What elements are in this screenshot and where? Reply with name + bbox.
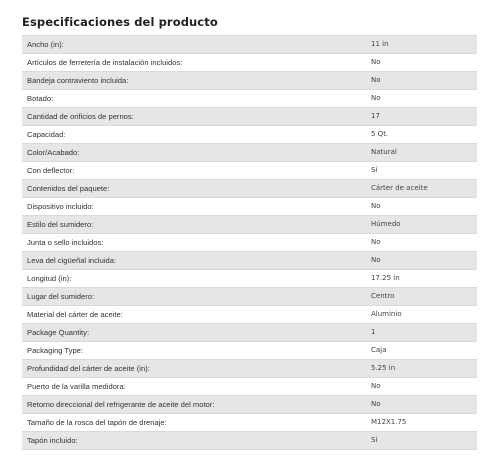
spec-row (22, 360, 477, 378)
spec-value: No (371, 76, 381, 84)
spec-label: Leva del cigüeñal incluida: (27, 256, 117, 265)
spec-value: 5 Qt. (371, 130, 389, 138)
spec-row (22, 306, 477, 324)
spec-row (22, 54, 477, 72)
spec-row (22, 144, 477, 162)
spec-value: Cárter de aceite (371, 184, 428, 192)
spec-row (22, 162, 477, 180)
spec-value: Natural (371, 148, 397, 156)
spec-value: No (371, 238, 381, 246)
spec-row (22, 324, 477, 342)
spec-label: Contenidos del paquete: (27, 184, 110, 193)
spec-label: Estilo del sumidero: (27, 220, 94, 229)
spec-value: 1 (371, 328, 376, 336)
spec-label: Color/Acabado: (27, 148, 80, 157)
spec-label: Tapón incluido: (27, 436, 78, 445)
spec-label: Con deflector: (27, 166, 75, 175)
section-title: Especificaciones del producto (22, 15, 218, 29)
spec-label: Junta o sello incluidos: (27, 238, 104, 247)
spec-value: 17.25 in (371, 274, 400, 282)
spec-row (22, 378, 477, 396)
spec-label: Dispositivo incluido: (27, 202, 94, 211)
specifications-table (22, 35, 477, 450)
spec-row (22, 90, 477, 108)
spec-label: Lugar del sumidero: (27, 292, 95, 301)
spec-row (22, 72, 477, 90)
spec-label: Bandeja contraviento incluida: (27, 76, 129, 85)
spec-row (22, 126, 477, 144)
spec-value: Caja (371, 346, 387, 354)
spec-value: No (371, 400, 381, 408)
spec-label: Package Quantity: (27, 328, 90, 337)
spec-label: Longitud (in): (27, 274, 72, 283)
spec-label: Material del cárter de aceite: (27, 310, 123, 319)
spec-row (22, 216, 477, 234)
spec-label: Artículos de ferretería de instalación incluidos: (27, 58, 183, 67)
spec-row (22, 432, 477, 450)
spec-label: Ancho (in): (27, 40, 64, 49)
spec-value: 11 in (371, 40, 389, 48)
spec-value: No (371, 202, 381, 210)
spec-value: No (371, 58, 381, 66)
spec-row (22, 270, 477, 288)
spec-row (22, 198, 477, 216)
spec-row (22, 234, 477, 252)
spec-row (22, 342, 477, 360)
spec-value: Sí (371, 436, 378, 444)
spec-row (22, 252, 477, 270)
spec-row (22, 288, 477, 306)
spec-value: Húmedo (371, 220, 401, 228)
spec-value: M12X1.75 (371, 418, 407, 426)
spec-row (22, 414, 477, 432)
spec-row (22, 108, 477, 126)
spec-value: Centro (371, 292, 395, 300)
spec-value: No (371, 382, 381, 390)
spec-row (22, 396, 477, 414)
spec-label: Cantidad de orificios de pernos: (27, 112, 134, 121)
spec-label: Botado: (27, 94, 54, 103)
spec-value: 17 (371, 112, 380, 120)
spec-value: No (371, 94, 381, 102)
spec-value: Aluminio (371, 310, 402, 318)
spec-row (22, 180, 477, 198)
spec-label: Tamaño de la rosca del tapón de drenaje: (27, 418, 167, 427)
spec-row (22, 36, 477, 54)
spec-label: Packaging Type: (27, 346, 84, 355)
spec-label: Retorno direccional del refrigerante de aceite del motor: (27, 400, 215, 409)
spec-value: Sí (371, 166, 378, 174)
spec-label: Capacidad: (27, 130, 66, 139)
spec-value: No (371, 256, 381, 264)
spec-value: 5.25 in (371, 364, 396, 372)
spec-label: Puerto de la varilla medidora: (27, 382, 126, 391)
spec-label: Profundidad del cárter de aceite (in): (27, 364, 150, 373)
